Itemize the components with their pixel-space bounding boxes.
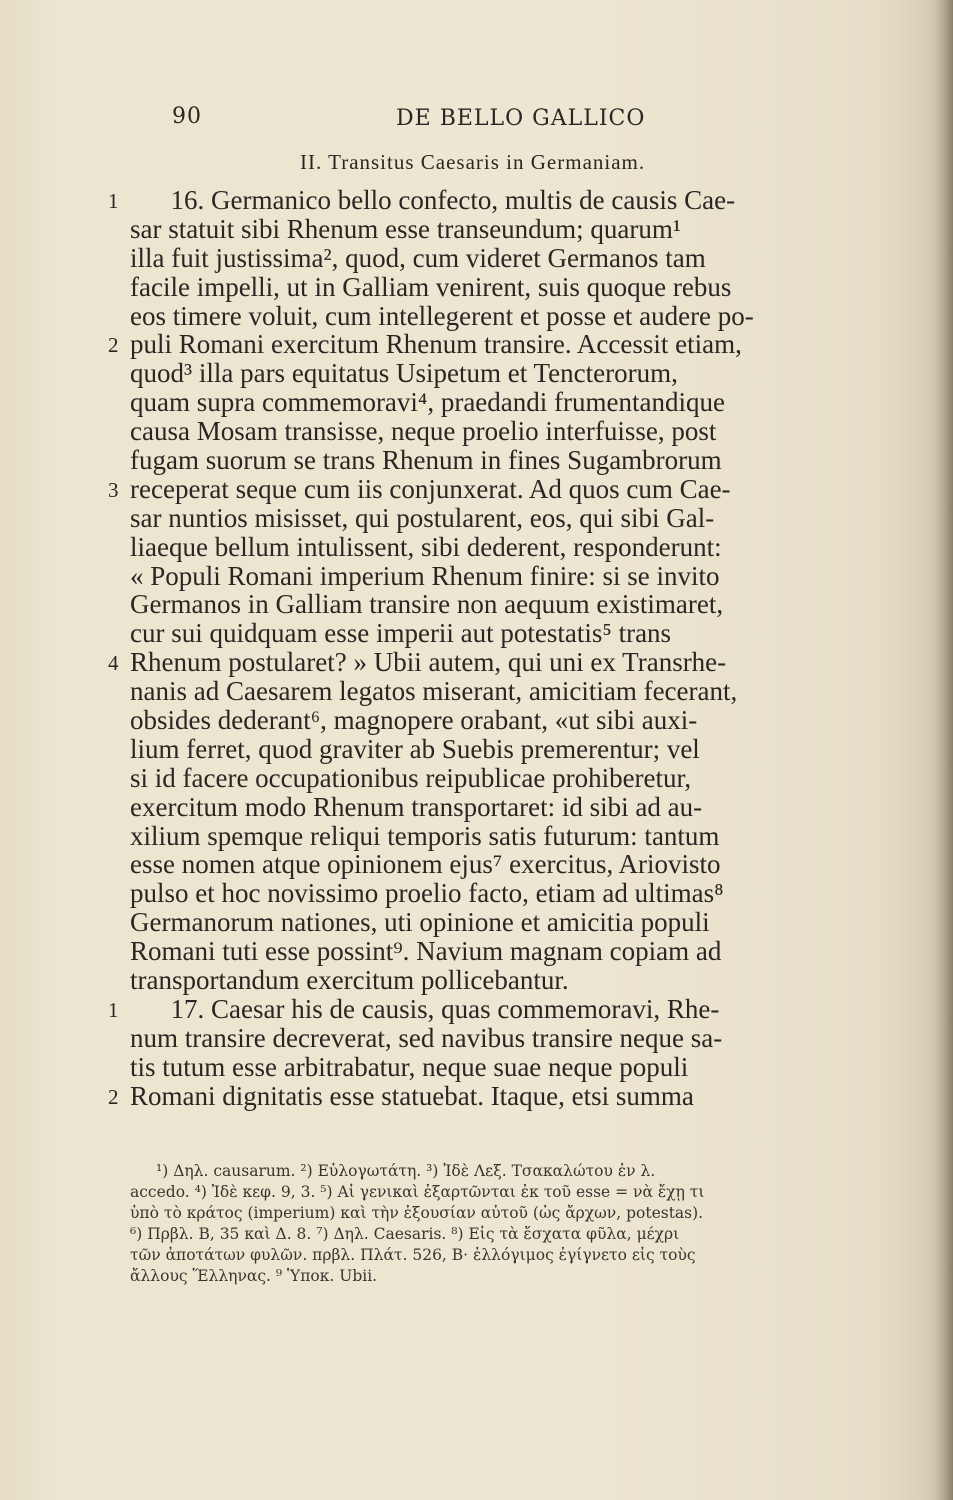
- line-text: obsides dederant⁶, magnopere orabant, «ut sibi auxi-: [130, 705, 698, 736]
- text-line: [130, 504, 860, 533]
- text-line: [108, 1080, 860, 1111]
- footnote-line: ἄλλους Ἕλληνας. ⁹ Ὑποκ. Ubii.: [130, 1267, 378, 1285]
- footnote-line: ὑπὸ τὸ κράτος (imperium) καὶ τὴν ἐξουσίαν αὐτοῦ (ὡς ἄρχων, potestas).: [130, 1204, 704, 1222]
- text-line: [130, 677, 860, 706]
- text-line: [130, 937, 860, 966]
- line-text: eos timere voluit, cum intellegerent et posse et audere po-: [130, 300, 754, 331]
- text-line: [130, 879, 860, 908]
- text-line: [130, 735, 860, 764]
- text-line: [130, 215, 860, 244]
- line-text: 17. Caesar his de causis, quas commemoravi, Rhe-: [130, 993, 720, 1024]
- text-line: [130, 908, 860, 937]
- footnote-line: accedo. ⁴) Ἰδὲ κεφ. 9, 3. ⁵) Αἱ γενικαὶ ἐξαρτῶνται ἐκ τοῦ esse = νὰ ἔχῃ τι: [130, 1183, 705, 1201]
- line-text: exercitum modo Rhenum transportaret: id sibi ad au-: [130, 791, 703, 822]
- line-text: puli Romani exercitum Rhenum transire. Accessit etiam,: [130, 329, 742, 360]
- text-line: [108, 185, 860, 215]
- line-text: « Populi Romani imperium Rhenum finire: si se invito: [130, 560, 720, 591]
- line-text: fugam suorum se trans Rhenum in fines Sugambrorum: [130, 445, 722, 476]
- text-line: [130, 619, 860, 648]
- text-line: [130, 302, 860, 331]
- line-text: sar statuit sibi Rhenum esse transeundum; quarum¹: [130, 213, 682, 244]
- line-text: illa fuit justissima², quod, cum videret Germanos tam: [130, 242, 706, 273]
- running-title: DE BELLO GALLICO: [396, 106, 646, 131]
- line-text: num transire decreverat, sed navibus transire neque sa-: [130, 1022, 723, 1053]
- text-line: [108, 329, 860, 360]
- page-number: 90: [172, 104, 202, 129]
- line-text: causa Mosam transisse, neque proelio interfuisse, post: [130, 416, 717, 447]
- text-line: [130, 1053, 860, 1082]
- line-text: xilium spemque reliqui temporis satis futurum: tantum: [130, 820, 720, 851]
- line-text: cur sui quidquam esse imperii aut potestatis⁵ trans: [130, 618, 672, 649]
- footnotes: [130, 1161, 860, 1287]
- page-edge-shadow: [935, 0, 953, 1500]
- text-line: [130, 706, 860, 735]
- body-text: [108, 185, 860, 1111]
- page-header: [0, 104, 953, 144]
- text-line: [130, 590, 860, 619]
- text-line: [130, 446, 860, 475]
- line-text: lium ferret, quod graviter ab Suebis premerentur; vel: [130, 733, 700, 764]
- line-text: Romani dignitatis esse statuebat. Itaque, etsi summa: [130, 1080, 694, 1111]
- text-line: [130, 562, 860, 591]
- text-line: [130, 1024, 860, 1053]
- line-text: si id facere occupationibus reipublicae prohiberetur,: [130, 762, 692, 793]
- section-title: II. Transitus Caesaris in Germaniam.: [300, 150, 646, 174]
- text-line: [108, 993, 860, 1024]
- line-text: Germanos in Galliam transire non aequum existimaret,: [130, 589, 724, 620]
- text-line: [108, 473, 860, 504]
- line-text: liaeque bellum intulissent, sibi dederent, responderunt:: [130, 531, 722, 562]
- line-text: Germanorum nationes, uti opinione et amicitia populi: [130, 907, 710, 938]
- text-line: [130, 388, 860, 417]
- margin-number: 3: [108, 477, 119, 502]
- line-text: transportandum exercitum pollicebantur.: [130, 965, 569, 996]
- line-text: facile impelli, ut in Galliam venirent, suis quoque rebus: [130, 271, 732, 302]
- text-line: [130, 273, 860, 302]
- line-text: quam supra commemoravi⁴, praedandi frumentandique: [130, 387, 725, 418]
- text-line: [130, 533, 860, 562]
- line-text: quod³ illa pars equitatus Usipetum et Tencterorum,: [130, 358, 678, 389]
- line-text: Rhenum postularet? » Ubii autem, qui uni ex Transrhe-: [130, 647, 727, 678]
- margin-number: 1: [108, 997, 119, 1022]
- line-text: 16. Germanico bello confecto, multis de causis Cae-: [130, 185, 736, 215]
- margin-number: 2: [108, 1084, 119, 1109]
- footnote-line: τῶν ἀποτάτων φυλῶν. πρβλ. Πλάτ. 526, Β· ἐλλόγιμος ἐγίγνετο εἰς τοὺς: [130, 1246, 696, 1264]
- margin-number: 1: [108, 189, 119, 213]
- line-text: nanis ad Caesarem legatos miserant, amicitiam fecerant,: [130, 676, 738, 707]
- line-text: receperat seque cum iis conjunxerat. Ad quos cum Cae-: [130, 473, 731, 504]
- text-line: [108, 647, 860, 678]
- text-line: [130, 966, 860, 995]
- line-text: tis tutum esse arbitrabatur, neque suae neque populi: [130, 1051, 689, 1082]
- text-line: [130, 793, 860, 822]
- text-line: [130, 822, 860, 851]
- margin-number: 2: [108, 333, 119, 358]
- text-line: [130, 417, 860, 446]
- line-text: pulso et hoc novissimo proelio facto, etiam ad ultimas⁸: [130, 878, 724, 909]
- line-text: esse nomen atque opinionem ejus⁷ exercitus, Ariovisto: [130, 849, 721, 880]
- text-line: [130, 850, 860, 879]
- margin-number: 4: [108, 651, 119, 676]
- footnote-line: ⁶) Πρβλ. Β, 35 καὶ Δ. 8. ⁷) Δηλ. Caesaris. ⁸) Εἰς τὰ ἔσχατα φῦλα, μέχρι: [130, 1225, 680, 1243]
- text-line: [130, 764, 860, 793]
- line-text: Romani tuti esse possint⁹. Navium magnam copiam ad: [130, 936, 722, 967]
- footnote-line: ¹) Δηλ. causarum. ²) Εὐλογωτάτη. ³) Ἰδὲ Λεξ. Τσακαλώτου ἐν λ.: [156, 1162, 656, 1180]
- line-text: sar nuntios misisset, qui postularent, eos, qui sibi Gal-: [130, 502, 715, 533]
- text-line: [130, 359, 860, 388]
- text-line: [130, 244, 860, 273]
